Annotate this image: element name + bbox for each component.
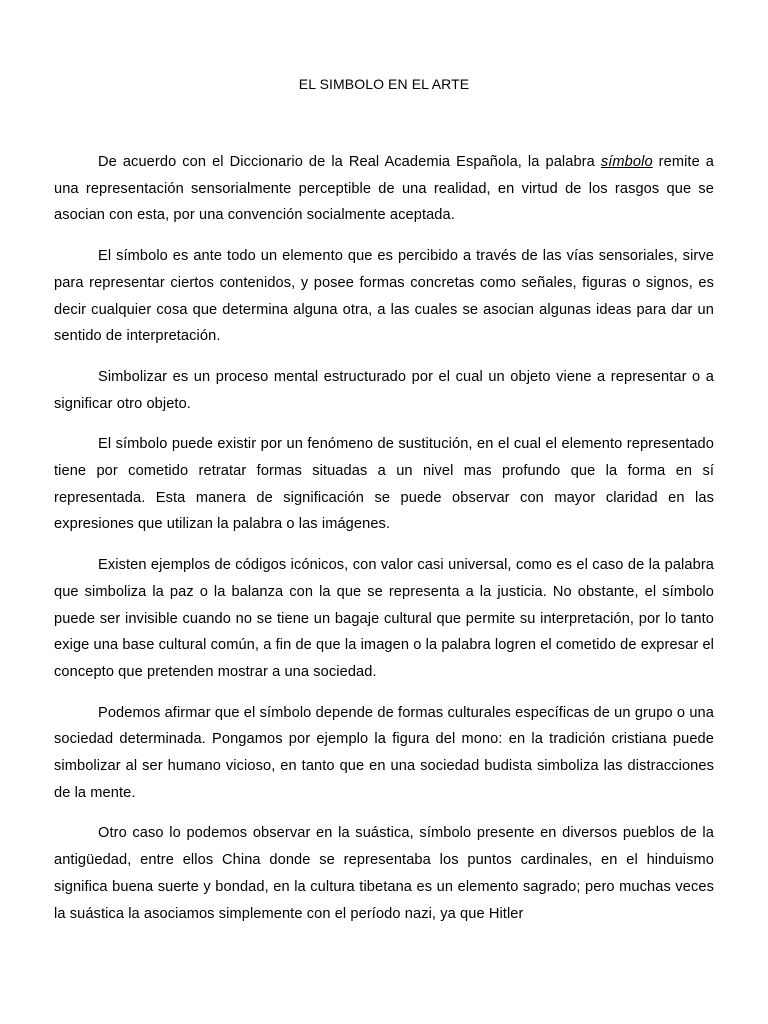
paragraph-formas-culturales: Podemos afirmar que el símbolo depende de formas culturales específicas de un grupo o una sociedad determinada. Pongamos por ejemplo la figura del mono: en la tradición cristiana puede simbolizar al ser humano vicioso, en tanto que en una sociedad budista simboliza las distracciones de la mente.	[54, 704, 714, 801]
paragraph-sensorial: El símbolo es ante todo un elemento que es percibido a través de las vías sensoriales, sirve para representar ciertos contenidos, y posee formas concretas como señales, figuras o signos, es decir cualquier cosa que determina alguna otra, a las cuales se asocian algunas ideas para dar un sentido de interpretación.	[54, 248, 714, 345]
paragraph-simbolizar: Simbolizar es un proceso mental estructurado por el cual un objeto viene a representar o a significar otro objeto.	[54, 368, 714, 412]
paragraph-suastica: Otro caso lo podemos observar en la suástica, símbolo presente en diversos pueblos de la antigüedad, entre ellos China donde se representaba los puntos cardinales, en el hinduismo significa buena suerte y bondad, en la cultura tibetana es un elemento sagrado; pero muchas veces la suástica la asociamos simplemente con el período nazi, ya que Hitler	[54, 825, 714, 922]
term-simbolo: símbolo	[600, 154, 653, 170]
paragraph-codigos-iconicos: Existen ejemplos de códigos icónicos, con valor casi universal, como es el caso de la palabra que simboliza la paz o la balanza con la que se representa a la justicia. No obstante, el símbolo puede ser invisible cuando no se tiene un bagaje cultural que permite su interpretación, por lo tanto exige una base cultural común, a fin de que la imagen o la palabra logren el cometido de expresar el concepto que pretenden mostrar a una sociedad.	[54, 557, 714, 680]
document-title: EL SIMBOLO EN EL ARTE	[298, 76, 470, 92]
paragraph-definition-end: remite a una representación sensorialmente perceptible de una realidad, en virtud de los rasgos que se asocian con esta, por una convención socialmente aceptada.	[54, 154, 715, 224]
paragraph-sustitucion: El símbolo puede existir por un fenómeno de sustitución, en el cual el elemento representado tiene por cometido retratar formas situadas a un nivel mas profundo que la forma en sí representada. Esta manera de significación se puede observar con mayor claridad en las expresiones que utilizan la palabra o las imágenes.	[54, 436, 714, 533]
paragraph-definition	[54, 149, 714, 229]
document-body	[54, 149, 714, 941]
paragraph-definition-start: De acuerdo con el Diccionario de la Real Academia Española, la palabra	[98, 154, 601, 170]
